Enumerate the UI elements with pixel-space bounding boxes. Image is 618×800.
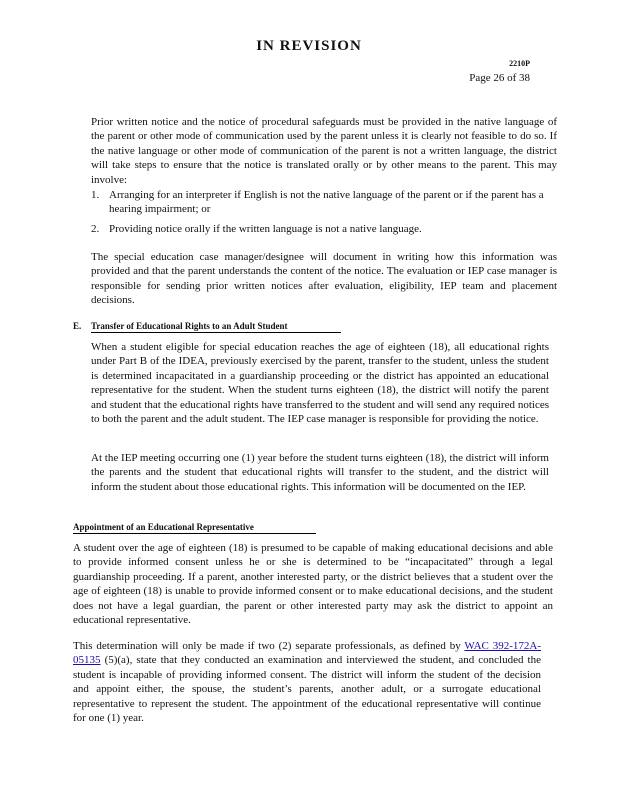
- section-e-heading: [73, 321, 341, 333]
- list-item-text: Providing notice orally if the written language is not a native language.: [109, 223, 422, 235]
- iep-meeting-paragraph: At the IEP meeting occurring one (1) year before the student turns eighteen (18), the district will inform the parents and the student that educational rights will transfer to the student, and the district will inform the student about those educational rights. This information will be documented on the IEP.: [91, 452, 549, 493]
- wac-link[interactable]: WAC 392-172A-05135: [73, 640, 541, 667]
- list-item-text: Arranging for an interpreter if English is not the native language of the parent or if the parent has a hearing impairment; or: [109, 189, 544, 216]
- involve-list-item-2: [91, 222, 557, 236]
- page-number: Page 26 of 38: [469, 72, 530, 84]
- determination-text-start: This determination will only be made if two (2) separate professionals, as defined by: [73, 640, 465, 652]
- document-number: 2210P: [509, 59, 530, 68]
- case-manager-paragraph: The special education case manager/designee will document in writing how this information was provided and that the parent understands the content of the notice. The evaluation or IEP case manager is responsible for sending prior written notices after evaluation, eligibility, IEP team and placement decisions.: [91, 251, 557, 307]
- section-e-label: E.: [73, 321, 82, 331]
- appointment-heading: [73, 522, 316, 534]
- determination-text-end: (5)(a), state that they conducted an examination and interviewed the student, and concluded the student is incapable of providing informed consent. The district will inform the student of the decision and appoint either, the spouse, the student’s parents, another adult, or a surrogate educational representative to represent the student. The appointment of the educational representative will continue for one (1) year.: [73, 654, 541, 725]
- revision-title: IN REVISION: [256, 38, 362, 54]
- notice-language-paragraph: Prior written notice and the notice of procedural safeguards must be provided in the native language of the parent or other mode of communication used by the parent unless it is clearly not feasible to do so. If the native language or other mode of communication of the parent is not a written language, the district will take steps to ensure that the notice is translated orally or by other means to the parent. This may involve:: [91, 116, 557, 186]
- list-number: 2.: [91, 223, 100, 235]
- list-number: 1.: [91, 189, 100, 201]
- transfer-rights-paragraph: When a student eligible for special education reaches the age of eighteen (18), all educational rights under Part B of the IDEA, previously exercised by the parent, transfer to the student, unless the student is determined incapacitated in a guardianship proceeding or the district has appointed an educational representative for the student. When the student turns eighteen (18), the district will notify the parent and student that the educational rights have transferred to the student and will send any required notices to both the parent and the adult student. The IEP case manager is responsible for providing the notice.: [91, 341, 549, 426]
- section-e-title: Transfer of Educational Rights to an Adult Student: [91, 321, 341, 333]
- involve-list-item-1: [91, 188, 557, 217]
- presumed-capable-paragraph: A student over the age of eighteen (18) is presumed to be capable of making educational decisions and able to provide informed consent unless he or she is determined to be “incapacitated” through a legal guardianship proceeding. If a parent, another interested party, or the district believes that a student over the age of eighteen (18) is unable to provide informed consent or to make educational decisions, and the student does not have a legal guardian, the parent or other interested party may ask the district to appoint an educational representative.: [73, 542, 553, 627]
- determination-paragraph: [73, 639, 541, 725]
- appointment-title: Appointment of an Educational Representative: [73, 522, 316, 534]
